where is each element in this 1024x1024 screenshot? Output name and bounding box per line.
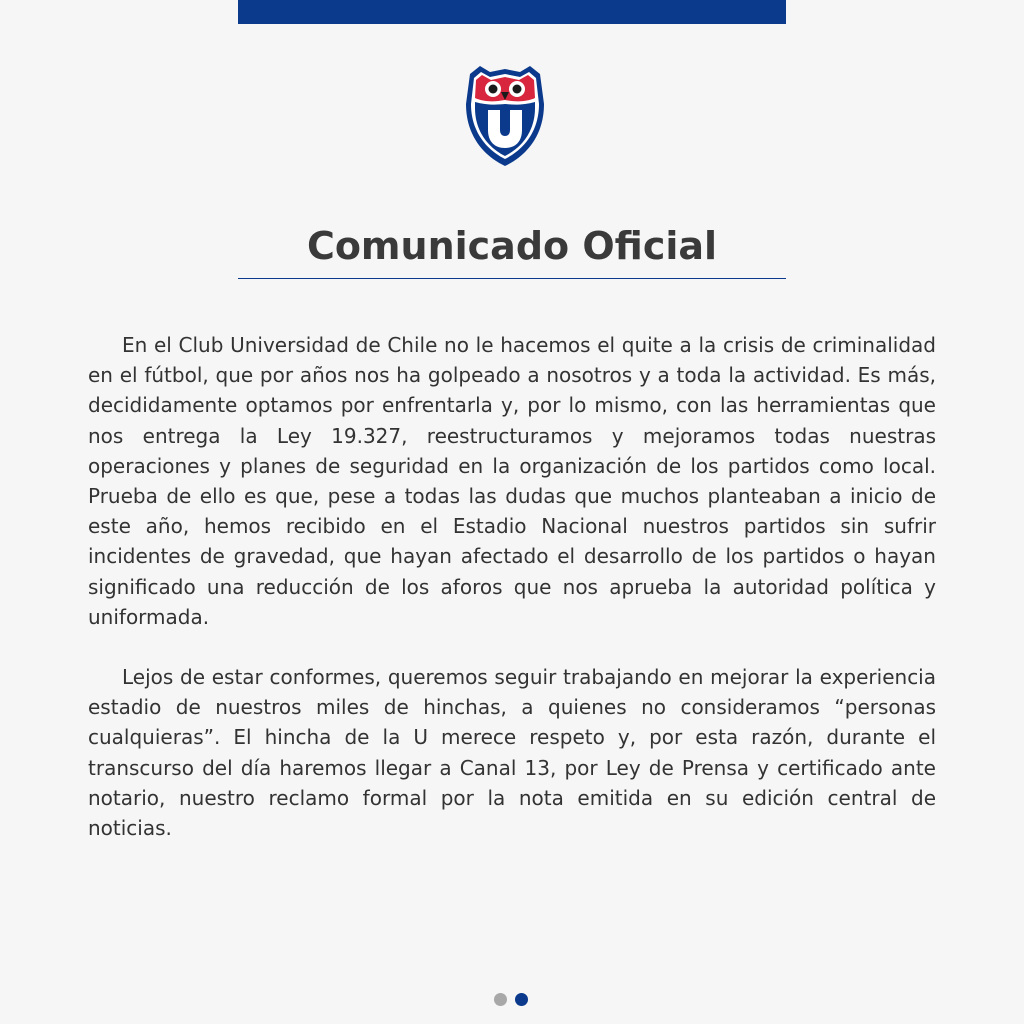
page-title: Comunicado Oficial xyxy=(306,224,718,268)
top-accent-bar xyxy=(238,0,786,24)
statement-body xyxy=(88,330,936,873)
pagination-dot-1[interactable] xyxy=(494,993,507,1006)
club-universidad-de-chile-crest-icon xyxy=(464,64,546,168)
statement-paragraph-1: En el Club Universidad de Chile no le hacemos el quite a la crisis de criminalidad en el fútbol, que por años nos ha golpeado a nosotros y a toda la actividad. Es más, decididamente optamos por enfrentarla y, por lo mismo, con las herramientas que nos entrega la Ley 19.327, reestructuramos y mejoramos todas nuestras operaciones y planes de seguridad en la organización de los partidos como local. Prueba de ello es que, pese a todas las dudas que muchos planteaban a inicio de este año, hemos recibido en el Estadio Nacional nuestros partidos sin sufrir incidentes de gravedad, que hayan afectado el desarrollo de los partidos o hayan significado una reducción de los aforos que nos aprueba la autoridad política y uniformada. xyxy=(88,333,936,629)
title-divider xyxy=(238,278,786,279)
carousel-pagination xyxy=(494,992,534,1006)
pagination-dot-2-active[interactable] xyxy=(515,993,528,1006)
statement-paragraph-2: Lejos de estar conformes, queremos seguir trabajando en mejorar la experiencia estadio de nuestros miles de hinchas, a quienes no consideramos “personas cualquieras”. El hincha de la U merece respeto y, por esta razón, durante el transcurso del día haremos llegar a Canal 13, por Ley de Prensa y certificado ante notario, nuestro reclamo formal por la nota emitida en su edición central de noticias. xyxy=(88,665,936,841)
